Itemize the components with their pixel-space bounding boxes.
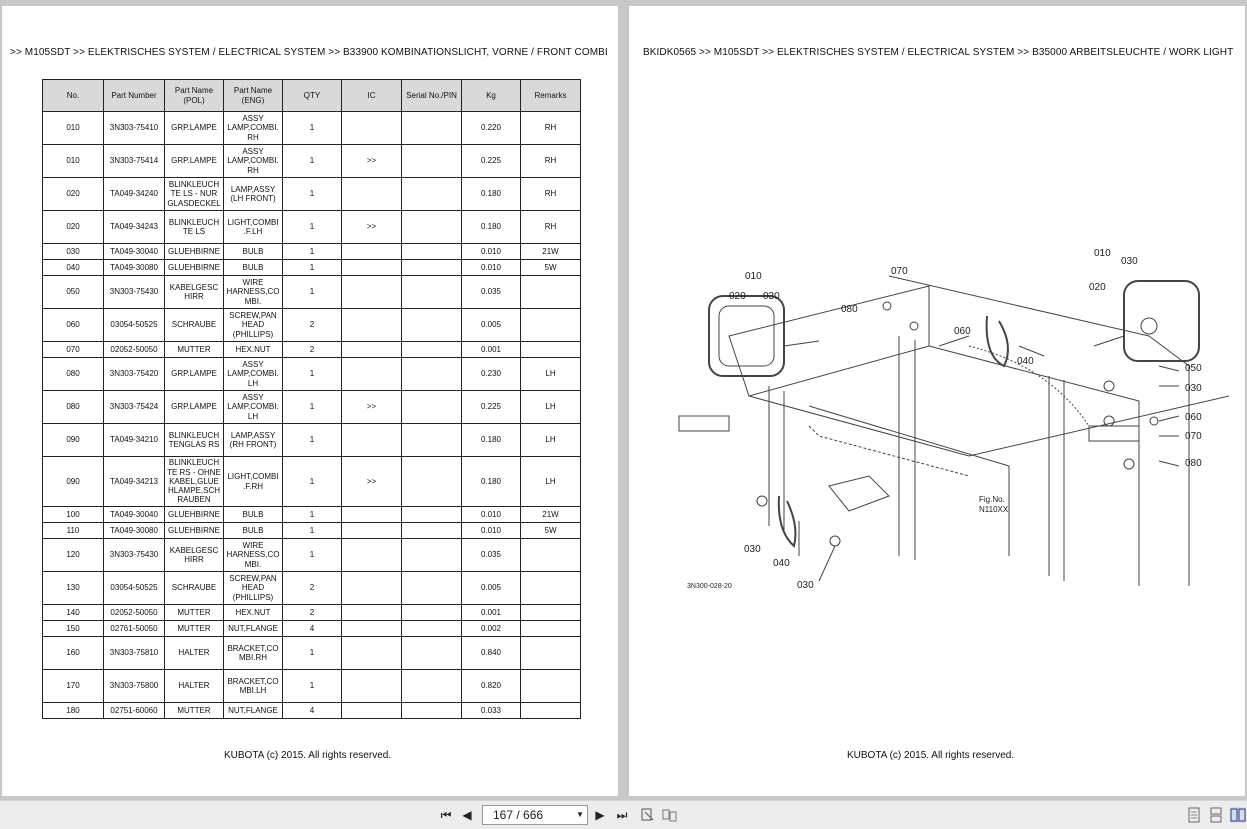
table-cell: 180 (43, 703, 104, 719)
table-cell: SCREW,PAN HEAD (PHILLIPS) (224, 309, 283, 342)
table-cell: 080 (43, 358, 104, 391)
table-cell: BLINKLEUCH TE LS - NUR GLASDECKEL (165, 178, 224, 211)
table-row (43, 539, 581, 572)
table-cell (402, 178, 462, 211)
table-cell: RH (521, 112, 581, 145)
table-cell: 1 (283, 145, 342, 178)
table-cell: 0.180 (462, 457, 521, 507)
table-row (43, 260, 581, 276)
table-cell: SCHRAUBE (165, 572, 224, 605)
table-cell: 100 (43, 507, 104, 523)
table-row (43, 507, 581, 523)
callout: 040 (1017, 356, 1034, 367)
table-cell: >> (342, 457, 402, 507)
table-cell (521, 276, 581, 309)
table-cell: 02751-60060 (104, 703, 165, 719)
facing-view-icon[interactable] (1230, 807, 1246, 823)
table-cell: BULB (224, 260, 283, 276)
table-cell (342, 358, 402, 391)
callout: 080 (841, 304, 858, 315)
table-cell: TA049-34240 (104, 178, 165, 211)
table-cell: 0.001 (462, 605, 521, 621)
table-row (43, 670, 581, 703)
table-cell: GRP.LAMPE (165, 391, 224, 424)
table-cell (402, 703, 462, 719)
table-cell: 150 (43, 621, 104, 637)
table-row (43, 358, 581, 391)
chevron-down-icon: ▼ (576, 810, 584, 819)
col-header: Part Name (ENG) (224, 80, 283, 112)
table-header-row (43, 80, 581, 112)
table-cell: 020 (43, 178, 104, 211)
table-cell: 1 (283, 391, 342, 424)
table-cell (402, 507, 462, 523)
table-cell: TA049-30080 (104, 523, 165, 539)
table-cell: 0.840 (462, 637, 521, 670)
copyright-footer: KUBOTA (c) 2015. All rights reserved. (224, 750, 392, 761)
col-header: IC (342, 80, 402, 112)
table-cell: ASSY LAMP,COMBI. RH (224, 112, 283, 145)
table-row (43, 112, 581, 145)
table-cell: 02761-50050 (104, 621, 165, 637)
callout: 070 (1185, 431, 1202, 442)
table-cell: 140 (43, 605, 104, 621)
table-cell: 3N303-75420 (104, 358, 165, 391)
table-cell (402, 539, 462, 572)
table-cell: 170 (43, 670, 104, 703)
fig-number: N110XX (979, 505, 1009, 514)
table-cell: 1 (283, 276, 342, 309)
table-cell (402, 572, 462, 605)
table-cell: WIRE HARNESS,CO MBI. (224, 539, 283, 572)
table-cell: >> (342, 391, 402, 424)
single-page-view-icon[interactable] (1186, 807, 1202, 823)
left-page (2, 6, 618, 796)
table-cell: 1 (283, 260, 342, 276)
table-cell: MUTTER (165, 342, 224, 358)
table-cell: 0.033 (462, 703, 521, 719)
parts-table (42, 79, 581, 719)
table-cell (342, 507, 402, 523)
next-page-icon[interactable]: ▶ (595, 808, 605, 822)
table-cell: 010 (43, 145, 104, 178)
page-navigation-bar (0, 800, 1247, 829)
table-cell (521, 572, 581, 605)
table-cell: 3N303-75430 (104, 539, 165, 572)
table-cell: 090 (43, 457, 104, 507)
table-row (43, 244, 581, 260)
table-row (43, 178, 581, 211)
two-page-icon[interactable] (662, 807, 678, 823)
table-cell: KABELGESC HIRR (165, 276, 224, 309)
col-header: Part Number (104, 80, 165, 112)
table-cell: 5W (521, 260, 581, 276)
table-cell: BLINKLEUCH TENGLAS RS (165, 424, 224, 457)
table-row (43, 211, 581, 244)
table-cell (402, 276, 462, 309)
callout: 010 (745, 271, 762, 282)
callout: 080 (1185, 458, 1202, 469)
table-cell (342, 424, 402, 457)
table-cell: 1 (283, 178, 342, 211)
table-cell: ASSY LAMP,COMBI. LH (224, 391, 283, 424)
table-cell: BRACKET,CO MBI.RH (224, 637, 283, 670)
table-cell: 1 (283, 539, 342, 572)
table-cell: 1 (283, 424, 342, 457)
table-cell: 0.001 (462, 342, 521, 358)
table-cell: 1 (283, 523, 342, 539)
table-cell (521, 605, 581, 621)
table-cell (402, 391, 462, 424)
table-row (43, 703, 581, 719)
continuous-view-icon[interactable] (1208, 807, 1224, 823)
table-cell (402, 358, 462, 391)
table-cell: 0.820 (462, 670, 521, 703)
table-cell (402, 145, 462, 178)
table-cell: 2 (283, 342, 342, 358)
table-cell (342, 523, 402, 539)
table-cell: WIRE HARNESS,CO MBI. (224, 276, 283, 309)
callout: 060 (954, 326, 971, 337)
table-cell: BLINKLEUCH TE LS (165, 211, 224, 244)
table-cell: HALTER (165, 637, 224, 670)
table-cell: MUTTER (165, 703, 224, 719)
table-cell: ASSY LAMP,COMBI. RH (224, 145, 283, 178)
callout: 030 (797, 580, 814, 591)
table-row (43, 457, 581, 507)
table-cell: 0.230 (462, 358, 521, 391)
table-cell: 2 (283, 605, 342, 621)
table-cell: 21W (521, 507, 581, 523)
table-cell: TA049-34243 (104, 211, 165, 244)
right-page (629, 6, 1245, 796)
table-row (43, 276, 581, 309)
table-cell: ASSY LAMP,COMBI. LH (224, 358, 283, 391)
last-page-icon[interactable]: ⏭ (616, 808, 628, 822)
table-cell: 0.180 (462, 178, 521, 211)
table-cell: 090 (43, 424, 104, 457)
table-cell (402, 309, 462, 342)
table-cell: 3N303-75414 (104, 145, 165, 178)
table-cell: 2 (283, 572, 342, 605)
table-cell: 1 (283, 358, 342, 391)
table-cell (521, 342, 581, 358)
table-row (43, 342, 581, 358)
table-cell: 0.005 (462, 572, 521, 605)
table-cell: 0.005 (462, 309, 521, 342)
table-cell: 030 (43, 244, 104, 260)
table-cell: TA049-30040 (104, 244, 165, 260)
table-cell: BLINKLEUCH TE RS - OHNE KABEL,GLUE HLAMPE,SCH RAUBEN (165, 457, 224, 507)
table-cell: 5W (521, 523, 581, 539)
table-cell: 1 (283, 507, 342, 523)
table-row (43, 424, 581, 457)
table-cell: HEX.NUT (224, 342, 283, 358)
fit-page-icon[interactable] (640, 807, 656, 823)
exploded-diagram (669, 226, 1239, 606)
table-cell: 0.225 (462, 145, 521, 178)
table-cell: 0.180 (462, 424, 521, 457)
table-cell (342, 637, 402, 670)
table-cell: 0.220 (462, 112, 521, 145)
copyright-footer: KUBOTA (c) 2015. All rights reserved. (847, 750, 1015, 761)
callout: 030 (744, 544, 761, 555)
table-cell: RH (521, 211, 581, 244)
table-cell: LAMP,ASSY (RH FRONT) (224, 424, 283, 457)
table-cell: LIGHT,COMBI .F.LH (224, 211, 283, 244)
col-header: Kg (462, 80, 521, 112)
callout: 020 (729, 291, 746, 302)
table-cell: GLUEHBIRNE (165, 244, 224, 260)
table-cell (402, 342, 462, 358)
table-cell: LAMP,ASSY (LH FRONT) (224, 178, 283, 211)
table-cell: SCREW,PAN HEAD (PHILLIPS) (224, 572, 283, 605)
table-cell: 3N303-75410 (104, 112, 165, 145)
table-cell (402, 211, 462, 244)
table-cell (402, 670, 462, 703)
table-cell: 4 (283, 703, 342, 719)
table-cell: GLUEHBIRNE (165, 523, 224, 539)
table-cell: 0.002 (462, 621, 521, 637)
table-cell: 02052-50050 (104, 342, 165, 358)
table-cell: GRP.LAMPE (165, 145, 224, 178)
table-cell: LIGHT,COMBI .F.RH (224, 457, 283, 507)
table-cell: 080 (43, 391, 104, 424)
table-cell: 1 (283, 637, 342, 670)
table-cell: BRACKET,CO MBI.LH (224, 670, 283, 703)
table-cell (342, 309, 402, 342)
table-cell: 0.010 (462, 260, 521, 276)
col-header: Remarks (521, 80, 581, 112)
callout: 070 (891, 266, 908, 277)
table-cell (402, 621, 462, 637)
table-cell: >> (342, 145, 402, 178)
col-header: No. (43, 80, 104, 112)
table-row (43, 605, 581, 621)
table-cell: 1 (283, 244, 342, 260)
table-cell: 050 (43, 276, 104, 309)
table-cell (402, 523, 462, 539)
table-cell: 040 (43, 260, 104, 276)
table-cell: 1 (283, 457, 342, 507)
table-row (43, 309, 581, 342)
table-cell: LH (521, 358, 581, 391)
table-cell (402, 424, 462, 457)
table-cell: SCHRAUBE (165, 309, 224, 342)
table-cell: BULB (224, 507, 283, 523)
table-cell: 2 (283, 309, 342, 342)
table-row (43, 621, 581, 637)
table-cell: 160 (43, 637, 104, 670)
table-cell: GRP.LAMPE (165, 358, 224, 391)
callout: 030 (1185, 383, 1202, 394)
table-cell: 21W (521, 244, 581, 260)
table-cell: HEX.NUT (224, 605, 283, 621)
first-page-icon[interactable]: ⏮ (440, 808, 452, 822)
table-cell: LH (521, 457, 581, 507)
table-cell: TA049-30080 (104, 260, 165, 276)
table-cell: KABELGESC HIRR (165, 539, 224, 572)
table-cell: 020 (43, 211, 104, 244)
table-cell (342, 276, 402, 309)
page-number-select[interactable] (482, 805, 588, 825)
table-cell (342, 342, 402, 358)
table-cell: TA049-30040 (104, 507, 165, 523)
table-cell: 0.035 (462, 539, 521, 572)
table-cell: 0.010 (462, 507, 521, 523)
table-cell: 3N303-75810 (104, 637, 165, 670)
table-cell (521, 539, 581, 572)
table-cell: 0.180 (462, 211, 521, 244)
table-cell (402, 605, 462, 621)
table-cell: MUTTER (165, 605, 224, 621)
callout: 020 (1089, 282, 1106, 293)
drawing-number: 3N300-028-20 (687, 583, 732, 590)
table-cell (402, 637, 462, 670)
table-cell: GLUEHBIRNE (165, 507, 224, 523)
table-cell: GRP.LAMPE (165, 112, 224, 145)
table-cell (521, 637, 581, 670)
table-row (43, 391, 581, 424)
table-cell: 3N303-75800 (104, 670, 165, 703)
table-cell (402, 260, 462, 276)
table-cell: 0.010 (462, 244, 521, 260)
previous-page-icon[interactable]: ◀ (462, 808, 472, 822)
table-cell (342, 670, 402, 703)
table-cell: 110 (43, 523, 104, 539)
table-cell (342, 605, 402, 621)
table-cell (402, 244, 462, 260)
table-row (43, 145, 581, 178)
table-cell (402, 457, 462, 507)
table-cell: 02052-50050 (104, 605, 165, 621)
col-header: Serial No./PIN (402, 80, 462, 112)
table-cell: HALTER (165, 670, 224, 703)
table-cell: RH (521, 178, 581, 211)
table-cell: NUT,FLANGE (224, 621, 283, 637)
col-header: Part Name (POL) (165, 80, 224, 112)
table-cell (342, 112, 402, 145)
table-cell: TA049-34213 (104, 457, 165, 507)
table-cell: 1 (283, 211, 342, 244)
table-cell (342, 244, 402, 260)
page-number-value: 167 / 666 (493, 808, 544, 822)
table-cell (521, 670, 581, 703)
table-row (43, 637, 581, 670)
table-cell: 1 (283, 670, 342, 703)
callout: 030 (1121, 256, 1138, 267)
table-cell (342, 539, 402, 572)
table-cell: 3N303-75424 (104, 391, 165, 424)
table-cell: 3N303-75430 (104, 276, 165, 309)
table-cell: 010 (43, 112, 104, 145)
table-cell: GLUEHBIRNE (165, 260, 224, 276)
col-header: QTY (283, 80, 342, 112)
table-row (43, 572, 581, 605)
breadcrumb: BKIDK0565 >> M105SDT >> ELEKTRISCHES SYSTEM / ELECTRICAL SYSTEM >> B35000 ARBEITSLEUCHTE / WORK LIGHT (643, 47, 1234, 58)
table-cell (402, 112, 462, 145)
callout: 050 (1185, 363, 1202, 374)
table-cell: BULB (224, 523, 283, 539)
table-cell (521, 703, 581, 719)
table-cell: LH (521, 391, 581, 424)
table-cell (521, 621, 581, 637)
callout: 040 (773, 558, 790, 569)
table-cell: 060 (43, 309, 104, 342)
table-cell: 03054-50525 (104, 572, 165, 605)
table-cell: 120 (43, 539, 104, 572)
table-row (43, 523, 581, 539)
table-cell: 0.225 (462, 391, 521, 424)
table-cell: NUT,FLANGE (224, 703, 283, 719)
callout: 060 (1185, 412, 1202, 423)
fig-label: Fig.No. (979, 495, 1005, 504)
table-cell: 03054-50525 (104, 309, 165, 342)
table-cell: 1 (283, 112, 342, 145)
table-cell (521, 309, 581, 342)
table-cell: >> (342, 211, 402, 244)
table-cell (342, 178, 402, 211)
breadcrumb: >> M105SDT >> ELEKTRISCHES SYSTEM / ELECTRICAL SYSTEM >> B33900 KOMBINATIONSLICHT, VORNE / FRONT COMBI (10, 47, 608, 58)
table-cell: 070 (43, 342, 104, 358)
table-cell: 0.010 (462, 523, 521, 539)
table-cell: LH (521, 424, 581, 457)
table-cell: TA049-34210 (104, 424, 165, 457)
table-cell: 0.035 (462, 276, 521, 309)
callout: 010 (1094, 248, 1111, 259)
table-cell: 130 (43, 572, 104, 605)
table-cell (342, 572, 402, 605)
table-cell: BULB (224, 244, 283, 260)
table-cell: 4 (283, 621, 342, 637)
table-cell (342, 260, 402, 276)
table-cell: RH (521, 145, 581, 178)
table-cell (342, 621, 402, 637)
table-cell (342, 703, 402, 719)
table-cell: MUTTER (165, 621, 224, 637)
callout: 030 (763, 291, 780, 302)
